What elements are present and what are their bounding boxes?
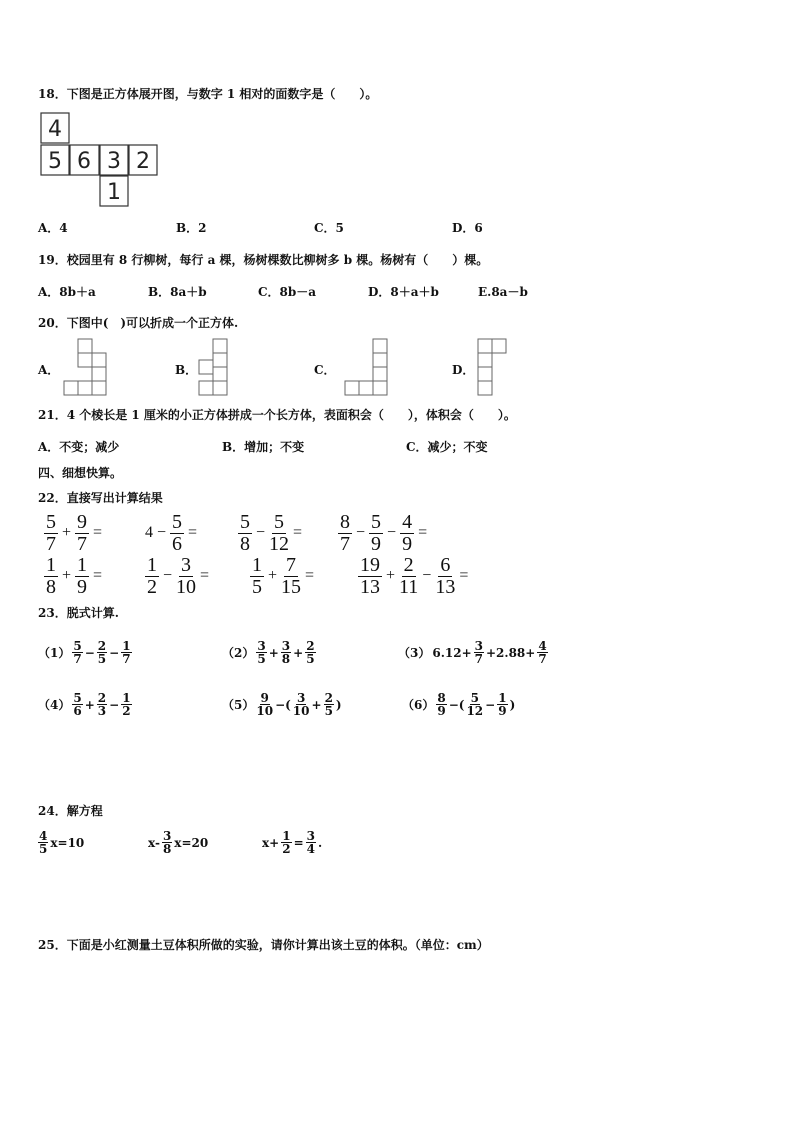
q19-option-c[interactable]: C．8b－a: [258, 285, 317, 299]
q18-option-b[interactable]: B．2: [176, 221, 207, 235]
q22-expr-3: $\frac{5}{8}$ − $\frac{5}{12}$ =: [240, 511, 303, 555]
q19-option-b[interactable]: B．8a＋b: [148, 285, 207, 299]
cube-net-figure: [40, 112, 160, 208]
q23-problem-6: （6） $\frac{8}{9}$ −( $\frac{5}{12}$ − $\frac{1}{9}$ ): [402, 691, 516, 718]
q20-option-c[interactable]: C．: [314, 363, 336, 377]
q21-option-b[interactable]: B．增加；不变: [222, 440, 305, 454]
q19-option-e[interactable]: E.8a－b: [478, 285, 528, 299]
q22-stem: 22．直接写出计算结果: [38, 491, 163, 505]
q19-stem: 19．校园里有 8 行柳树，每行 a 棵，杨树棵数比柳树多 b 棵。杨树有（ ）棵。: [38, 253, 489, 267]
q22-expr-6: $\frac{1}{2}$ − $\frac{3}{10}$ =: [147, 554, 210, 598]
net-digit-6: 6: [77, 149, 91, 174]
q18-option-c[interactable]: C．5: [314, 221, 344, 235]
net-digit-3: 3: [107, 149, 121, 174]
q21-option-c[interactable]: C．减少；不变: [406, 440, 488, 454]
q19-option-d[interactable]: D．8＋a＋b: [368, 285, 439, 299]
q22-expr-4: $\frac{8}{7}$ − $\frac{5}{9}$ − $\frac{4}{9}$ =: [340, 511, 428, 555]
q24-equation-1: $\frac{4}{5}$ x=10: [39, 829, 85, 856]
q18-option-d[interactable]: D．6: [452, 221, 483, 235]
q23-problem-4: （4） $\frac{5}{6}$ + $\frac{2}{3}$ − $\frac{1}{2}$: [38, 691, 131, 718]
net-digit-5: 5: [48, 149, 62, 174]
q18-stem: 18．下图是正方体展开图，与数字 1 相对的面数字是（ ）。: [38, 87, 378, 101]
q20-option-a[interactable]: A．: [38, 363, 60, 377]
net-digit-4: 4: [48, 117, 62, 142]
q22-expr-7: $\frac{1}{5}$ + $\frac{7}{15}$ =: [252, 554, 315, 598]
q23-problem-3: （3） 6.12+ $\frac{3}{7}$ +2.88+ $\frac{4}{7}$: [398, 639, 547, 666]
net-digit-2: 2: [136, 149, 150, 174]
q24-equation-3: x+ $\frac{1}{2}$ = $\frac{3}{4}$ .: [262, 829, 323, 856]
q24-stem: 24．解方程: [38, 804, 103, 818]
q18-option-a[interactable]: A．4: [38, 221, 68, 235]
q22-expr-5: $\frac{1}{8}$ + $\frac{1}{9}$ =: [46, 554, 103, 598]
q23-problem-5: （5） $\frac{9}{10}$ −( $\frac{3}{10}$ + $\frac{2}{5}$ ): [222, 691, 342, 718]
q24-equation-2: x- $\frac{3}{8}$ x=20: [148, 829, 209, 856]
q20-net-b: [199, 338, 229, 396]
q20-net-d: [476, 338, 510, 396]
q20-stem: 20．下图中( )可以折成一个正方体.: [38, 316, 239, 330]
q23-problem-1: （1） $\frac{5}{7}$ − $\frac{2}{5}$ − $\frac{1}{7}$: [38, 639, 131, 666]
q22-expr-8: $\frac{19}{13}$ + $\frac{2}{11}$ − $\frac{6}{13}$ =: [360, 554, 469, 598]
section-4-heading: 四、细想快算。: [38, 466, 123, 480]
q20-option-d[interactable]: D．: [452, 363, 475, 377]
q21-option-a[interactable]: A．不变；减少: [38, 440, 120, 454]
q21-stem: 21．4 个棱长是 1 厘米的小正方体拼成一个长方体，表面积会（ ），体积会（ ）。: [38, 408, 516, 422]
q19-option-a[interactable]: A．8b＋a: [38, 285, 96, 299]
q20-option-b[interactable]: B．: [175, 363, 198, 377]
q20-net-c: [343, 338, 389, 396]
q25-stem: 25．下面是小红测量土豆体积所做的实验，请你计算出该土豆的体积。（单位：cm）: [38, 938, 489, 952]
net-digit-1: 1: [107, 180, 121, 205]
q23-stem: 23．脱式计算.: [38, 606, 119, 620]
q22-expr-1: $\frac{5}{7}$ + $\frac{9}{7}$ =: [46, 511, 103, 555]
q22-expr-2: 4 − $\frac{5}{6}$ =: [145, 511, 198, 555]
q23-problem-2: （2） $\frac{3}{5}$ + $\frac{3}{8}$ + $\frac{2}{5}$: [222, 639, 315, 666]
q20-net-a: [62, 338, 108, 396]
